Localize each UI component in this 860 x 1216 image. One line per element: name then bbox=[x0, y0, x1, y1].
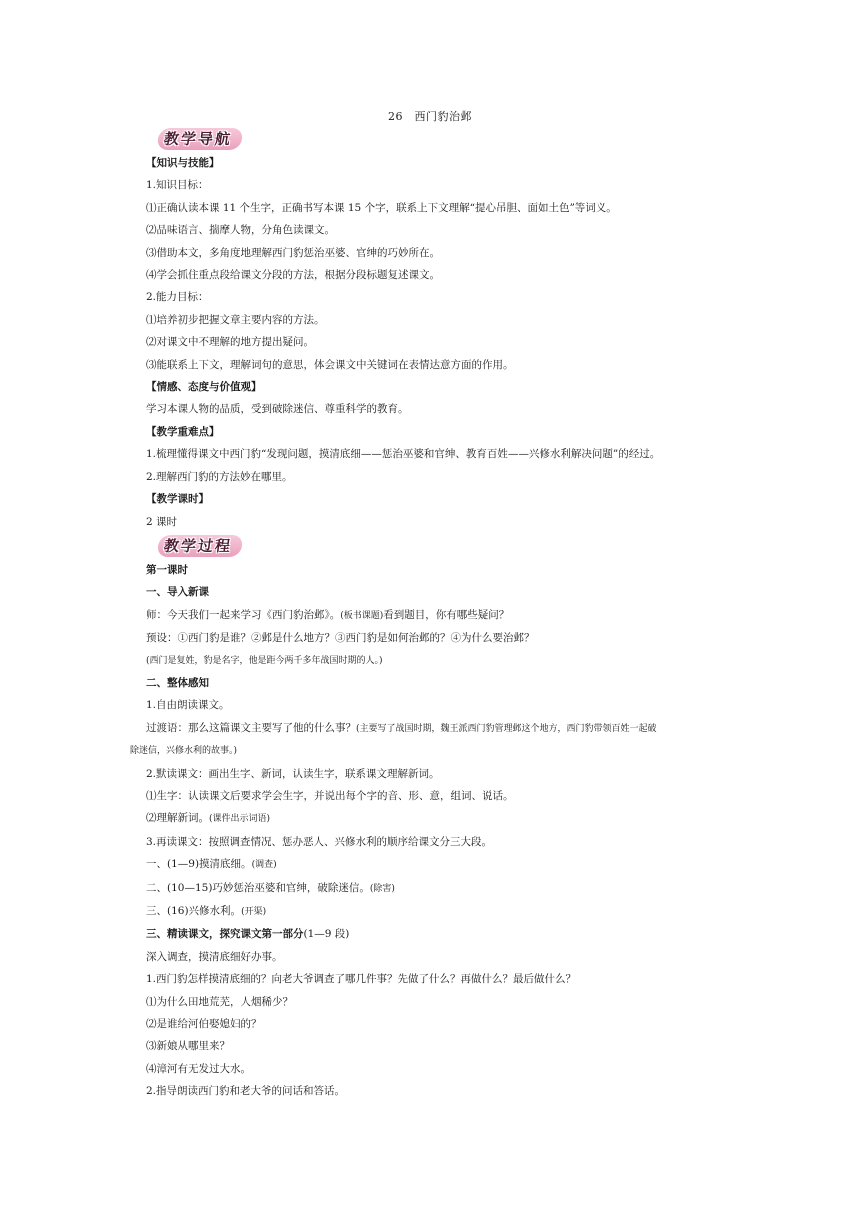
heading-part-2: 二、整体感知 bbox=[146, 676, 209, 689]
paragraph: 2.默读课文：画出生字、新词，认读生字，联系课文理解新词。 bbox=[146, 767, 440, 780]
text: ⑵理解新词。 bbox=[146, 812, 209, 825]
paragraph: 2.指导朗读西门豹和老大爷的问话和答话。 bbox=[146, 1085, 346, 1098]
paragraph: ⑵对课文中不理解的地方提出疑问。 bbox=[146, 336, 314, 349]
paragraph: 2 课时 bbox=[146, 515, 178, 528]
note: (除害) bbox=[369, 883, 395, 894]
paragraph: ⑴正确认读本课 11 个生字，正确书写本课 15 个字，联系上下文理解“提心吊胆、面如土色”等词义。 bbox=[146, 201, 617, 214]
heading-text: 三、精读课文，探究课文第一部分 bbox=[146, 928, 304, 941]
note: (开渠) bbox=[241, 907, 267, 917]
paragraph: ⑷学会抓住重点段给课文分段的方法，根据分段标题复述课文。 bbox=[146, 269, 440, 282]
paragraph: ⑶借助本文，多角度地理解西门豹惩治巫婆、官绅的巧妙所在。 bbox=[146, 246, 440, 259]
heading-part-1: 一、导入新课 bbox=[146, 586, 209, 599]
paragraph: ⑶新娘从哪里来？ bbox=[146, 1040, 230, 1053]
paragraph: 1.知识目标： bbox=[146, 179, 209, 192]
document-body bbox=[130, 126, 736, 1103]
note: (板书课题) bbox=[340, 610, 384, 621]
text: (1—9 段) bbox=[303, 928, 350, 941]
note: (调查) bbox=[251, 860, 277, 871]
page-title: 26 西门豹治邺 bbox=[388, 110, 472, 123]
paragraph: 学习本课人物的品质，受到破除迷信、尊重科学的教育。 bbox=[146, 403, 409, 416]
paragraph: 3.再读课文：按照调查情况、惩办恶人、兴修水利的顺序给课文分三大段。 bbox=[146, 835, 493, 848]
text: 看到题目，你有哪些疑问？ bbox=[383, 608, 510, 621]
heading-part-3 bbox=[146, 923, 736, 945]
paragraph: 2.理解西门豹的方法妙在哪里。 bbox=[146, 470, 293, 483]
text: 师：今天我们一起来学习《西门豹治邺》。 bbox=[146, 608, 341, 621]
paragraph bbox=[146, 807, 736, 830]
paragraph bbox=[146, 900, 736, 923]
paragraph bbox=[146, 877, 736, 900]
paragraph: ⑵品味语言、揣摩人物，分角色读课文。 bbox=[146, 224, 335, 237]
note: (主要写了战国时期，魏王派西门豹管理邺这个地方，西门豹带领百姓一起破 bbox=[356, 723, 657, 734]
paragraph: 1.自由朗读课文。 bbox=[146, 699, 230, 712]
paragraph bbox=[146, 853, 736, 876]
text: 二、(10—15)巧妙惩治巫婆和官绅，破除迷信。 bbox=[146, 881, 370, 894]
paragraph: ⑶能联系上下文，理解词句的意思，体会课文中关键词在表情达意方面的作用。 bbox=[146, 358, 514, 371]
heading-emotion: 【情感、态度与价值观】 bbox=[146, 381, 262, 394]
paragraph: 深入调查，摸清底细好办事。 bbox=[146, 950, 283, 963]
paragraph: 预设：①西门豹是谁？②邺是什么地方？③西门豹是如何治邺的？④为什么要治邺？ bbox=[146, 632, 535, 645]
section-banner-process: 教学过程 bbox=[156, 535, 243, 557]
paragraph: ⑴生字：认读课文后要求学会生字，并说出每个字的音、形、意，组词、说话。 bbox=[146, 789, 514, 802]
paragraph: 2.能力目标： bbox=[146, 291, 209, 304]
note: (课件出示词语) bbox=[209, 814, 271, 825]
paragraph bbox=[146, 604, 736, 627]
text: 过渡语：那么这篇课文主要写了他的什么事？ bbox=[146, 721, 356, 734]
paragraph: ⑴为什么田地荒芜，人烟稀少？ bbox=[146, 995, 293, 1008]
paragraph: ⑵是谁给河伯娶媳妇的？ bbox=[146, 1018, 262, 1031]
paragraph: 1.西门豹怎样摸清底细的？向老大爷调查了哪几件事？先做了什么？再做什么？最后做什么？ bbox=[146, 973, 577, 986]
paragraph: ⑴培养初步把握文章主要内容的方法。 bbox=[146, 313, 325, 326]
paragraph: 1.梳理懂得课文中西门豹“发现问题，摸清底细——惩治巫婆和官绅、教育百姓——兴修水利解决问题”的经过。 bbox=[146, 448, 661, 461]
paragraph: ⑷漳河有无发过大水。 bbox=[146, 1062, 251, 1075]
heading-hours: 【教学课时】 bbox=[146, 493, 209, 506]
paragraph bbox=[146, 717, 736, 740]
heading-knowledge: 【知识与技能】 bbox=[146, 157, 220, 169]
note-paragraph: (西门是复姓，豹是名字，他是距今两千多年战国时期的人。) bbox=[146, 655, 383, 666]
heading-lesson-1: 第一课时 bbox=[146, 563, 188, 576]
heading-key-points: 【教学重难点】 bbox=[146, 425, 220, 438]
text: 一、(1—9)摸清底细。 bbox=[146, 858, 252, 871]
note-continuation: 除迷信，兴修水利的故事。) bbox=[130, 746, 238, 757]
text: 三、(16)兴修水利。 bbox=[146, 905, 242, 917]
section-banner-guide: 教学导航 bbox=[156, 128, 243, 150]
